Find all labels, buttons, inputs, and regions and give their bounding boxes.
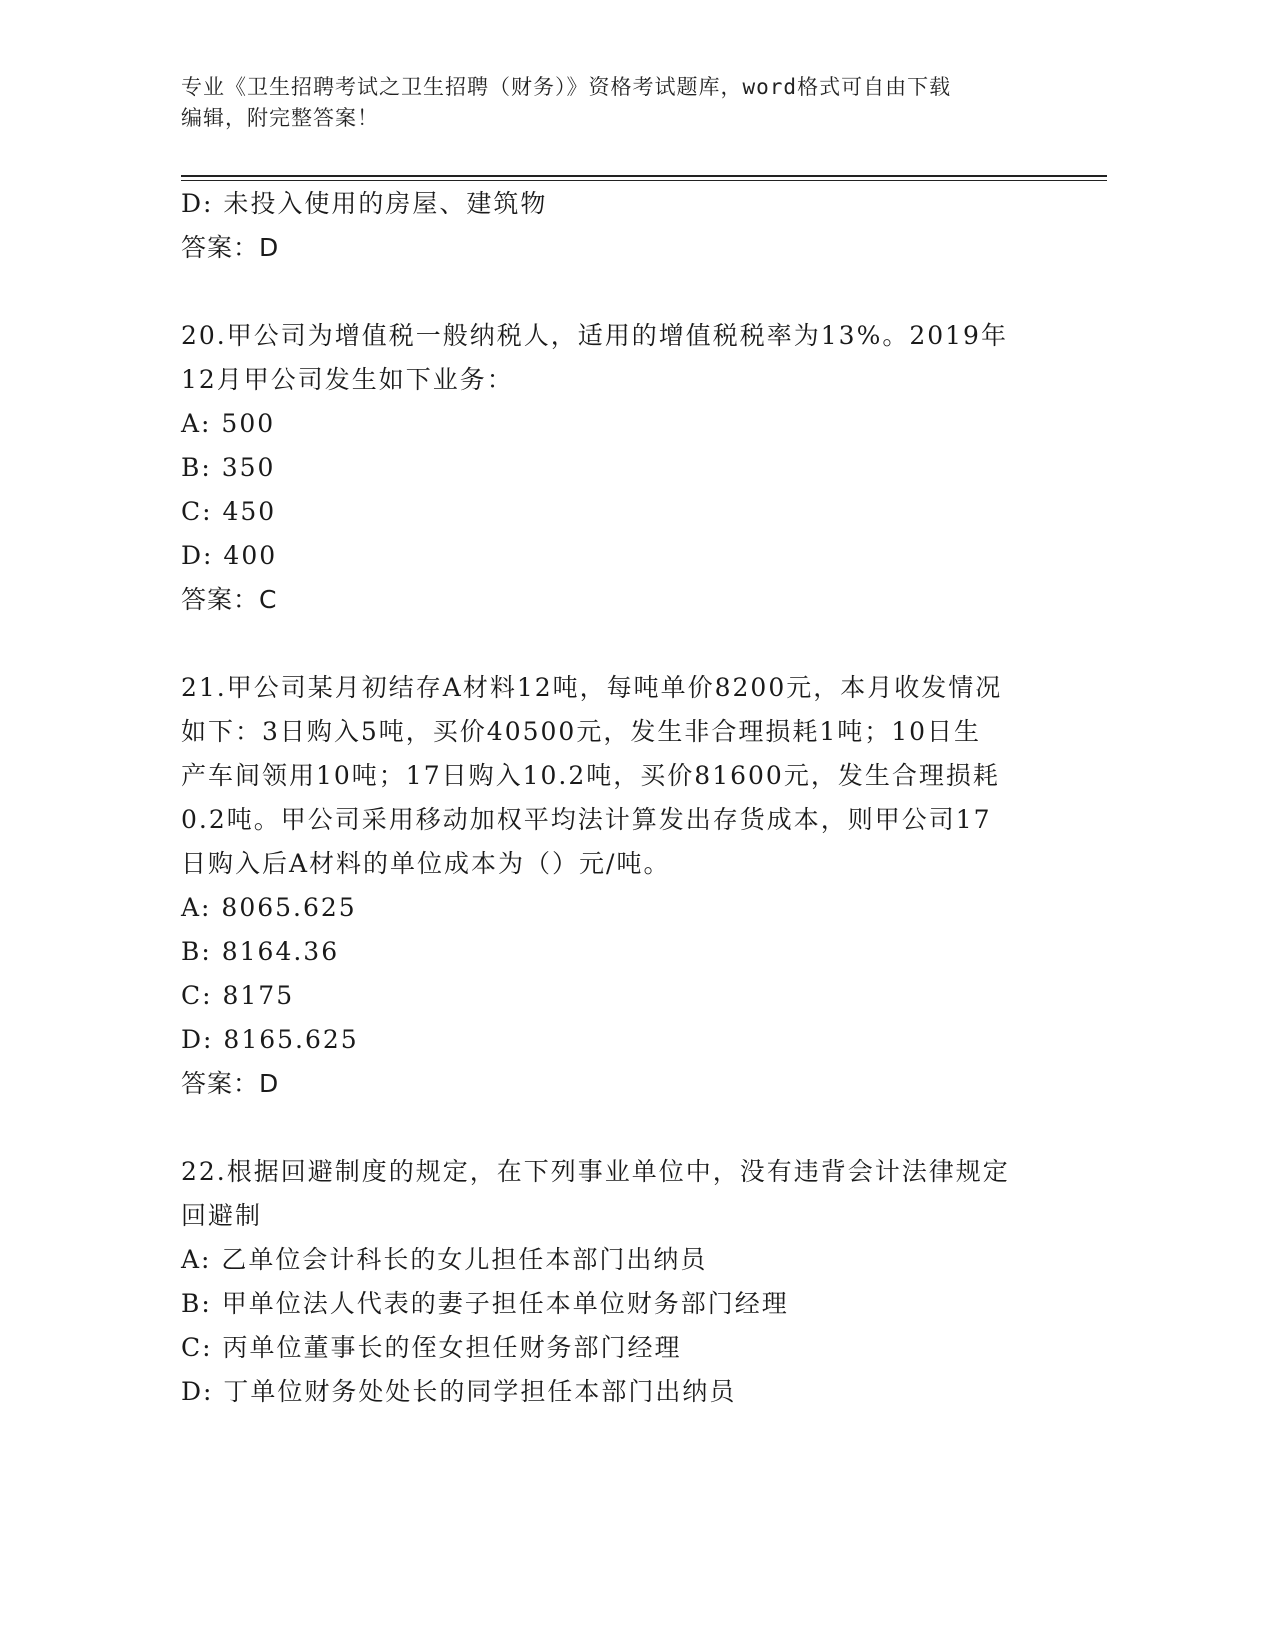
- q21-option-b: B: 8164.36: [181, 937, 340, 966]
- question-22: [181, 1150, 1061, 1414]
- q22-option-b: B: 甲单位法人代表的妻子担任本单位财务部门经理: [181, 1289, 789, 1318]
- q21-stem-line-1: 21.甲公司某月初结存A材料12吨，每吨单价8200元，本月收发情况: [181, 673, 1003, 702]
- q22-option-a: A: 乙单位会计科长的女儿担任本部门出纳员: [181, 1245, 708, 1274]
- q21-option-c: C: 8175: [181, 981, 295, 1010]
- q20-option-d: D: 400: [181, 541, 278, 570]
- q19-option-d: D: 未投入使用的房屋、建筑物: [181, 189, 548, 218]
- q22-stem-line-1: 22.根据回避制度的规定，在下列事业单位中，没有违背会计法律规定: [181, 1157, 1010, 1186]
- q21-stem-line-4: 0.2吨。甲公司采用移动加权平均法计算发出存货成本，则甲公司17: [181, 805, 992, 834]
- q21-stem-line-3: 产车间领用10吨；17日购入10.2吨，买价81600元，发生合理损耗: [181, 761, 1000, 790]
- q22-option-d: D: 丁单位财务处处长的同学担任本部门出纳员: [181, 1377, 737, 1406]
- q21-answer: 答案：D: [181, 1069, 280, 1098]
- q20-option-a: A: 500: [181, 409, 276, 438]
- q20-option-b: B: 350: [181, 453, 276, 482]
- header-divider-thick: [181, 175, 1107, 177]
- header-title-line-2: 编辑，附完整答案！: [181, 106, 379, 130]
- q21-option-d: D: 8165.625: [181, 1025, 359, 1054]
- spacer: [181, 270, 1061, 314]
- header-title-line-1: 专业《卫生招聘考试之卫生招聘（财务）》资格考试题库，word格式可自由下载: [181, 75, 952, 99]
- spacer: [181, 622, 1061, 666]
- q21-stem-line-2: 如下：3日购入5吨，买价40500元，发生非合理损耗1吨；10日生: [181, 717, 982, 746]
- q21-option-a: A: 8065.625: [181, 893, 357, 922]
- document-header: [181, 72, 1061, 134]
- question-21: [181, 666, 1061, 1106]
- q22-stem-line-2: 回避制: [181, 1201, 263, 1230]
- q20-stem-line-1: 20.甲公司为增值税一般纳税人，适用的增值税税率为13%。2019年: [181, 321, 1008, 350]
- q20-option-c: C: 450: [181, 497, 277, 526]
- document-body: [181, 182, 1061, 1414]
- q19-answer: 答案：D: [181, 233, 280, 262]
- spacer: [181, 1106, 1061, 1150]
- q22-option-c: C: 丙单位董事长的侄女担任财务部门经理: [181, 1333, 682, 1362]
- q20-stem-line-2: 12月甲公司发生如下业务：: [181, 365, 514, 394]
- q21-stem-line-5: 日购入后A材料的单位成本为（）元/吨。: [181, 849, 671, 878]
- question-19: [181, 182, 1061, 270]
- question-20: [181, 314, 1061, 622]
- header-divider-thin: [181, 180, 1107, 181]
- q20-answer: 答案：C: [181, 585, 278, 614]
